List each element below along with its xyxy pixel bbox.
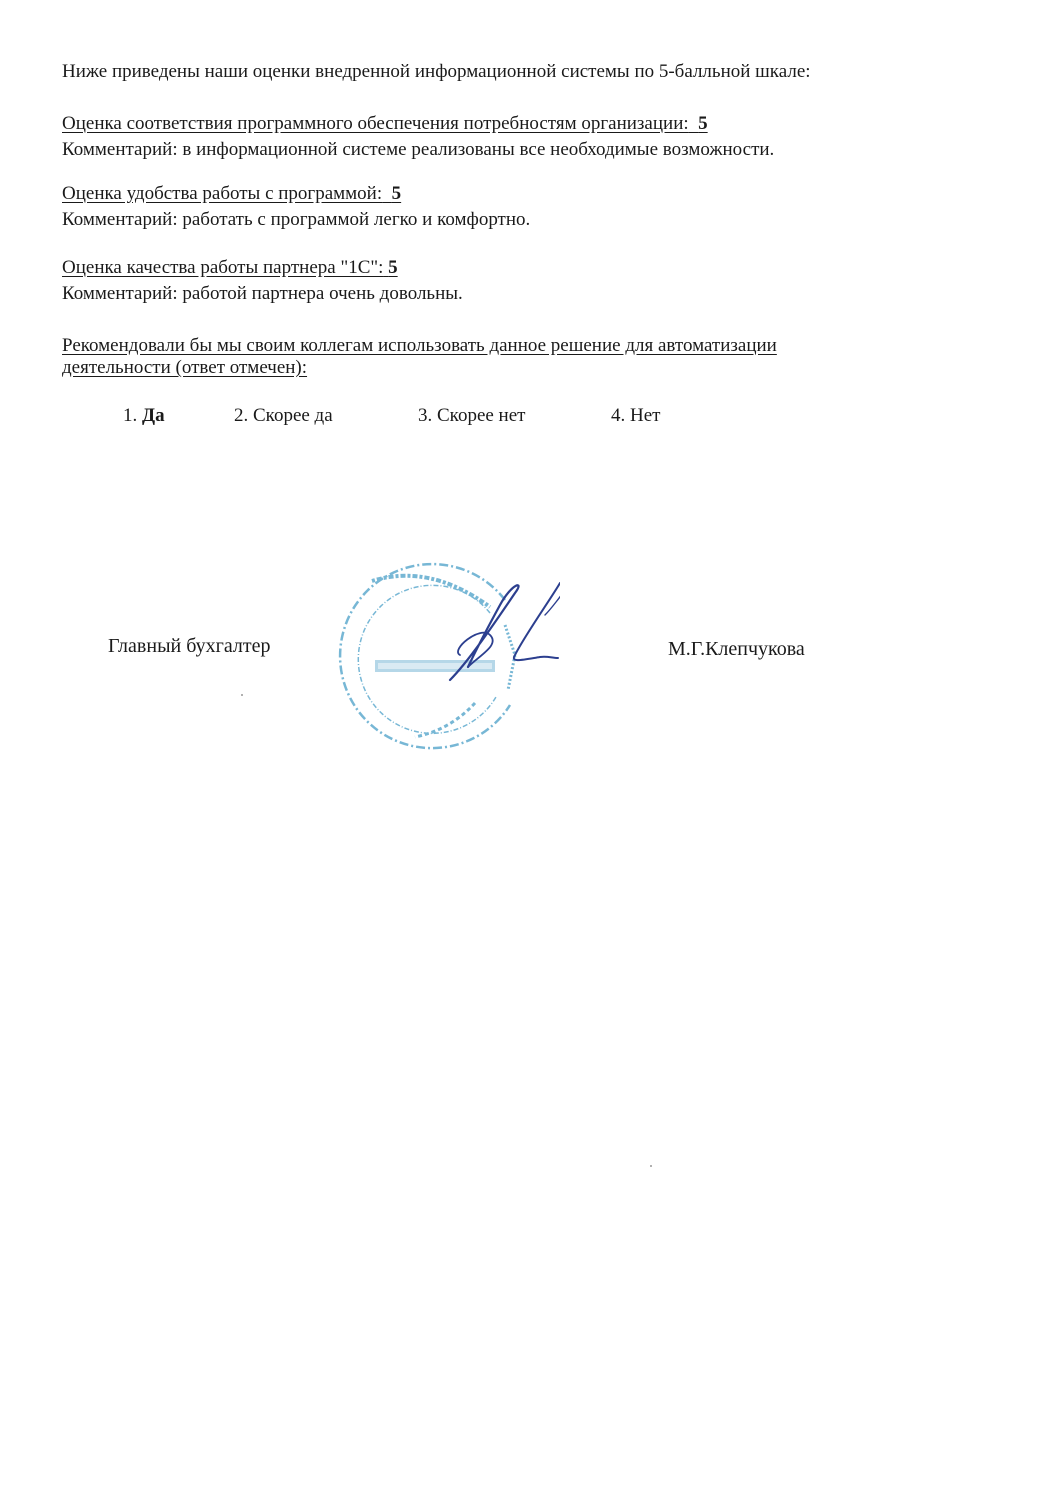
rating-3-score: 5: [388, 257, 398, 278]
rating-3-comment: Комментарий: работой партнера очень довольны.: [62, 283, 463, 304]
recommend-question-line1: Рекомендовали бы мы своим коллегам использовать данное решение для автоматизации: [62, 335, 777, 356]
stamp-and-signature: [300, 555, 560, 765]
recommend-question-line2: деятельности (ответ отмечен):: [62, 357, 308, 378]
option-4: [611, 404, 660, 428]
rating-2-score: 5: [391, 183, 402, 204]
option-2: [234, 404, 333, 428]
rating-3-line: [62, 256, 398, 280]
option-3-num: 3.: [418, 405, 433, 426]
signer-name: М.Г.Клепчукова: [668, 638, 805, 660]
option-3: [418, 404, 525, 428]
signer-role: Главный бухгалтер: [108, 635, 271, 657]
option-2-text: Скорее да: [253, 405, 333, 426]
rating-1-score: 5: [698, 113, 708, 134]
intro-text: Ниже приведены наши оценки внедренной информационной системы по 5-балльной шкале:: [62, 61, 811, 82]
rating-3-label: Оценка качества работы партнера "1С":: [62, 257, 384, 278]
round-stamp: [340, 564, 515, 748]
option-4-num: 4.: [611, 405, 626, 426]
option-2-num: 2.: [234, 405, 249, 426]
rating-1-comment: Комментарий: в информационной системе реализованы все необходимые возможности.: [62, 139, 775, 160]
scan-speck: [241, 694, 243, 696]
option-1-text: Да: [142, 405, 165, 426]
rating-1-line: [62, 112, 708, 136]
option-3-text: Скорее нет: [437, 405, 526, 426]
scan-speck: [650, 1165, 652, 1167]
option-4-text: Нет: [630, 405, 661, 426]
rating-2-label: Оценка удобства работы с программой:: [62, 183, 383, 204]
option-1: [123, 404, 165, 428]
option-1-num: 1.: [123, 405, 138, 426]
rating-2-line: [62, 182, 401, 206]
rating-1-label: Оценка соответствия программного обеспечения потребностям организации:: [62, 113, 689, 134]
rating-2-comment: Комментарий: работать с программой легко и комфортно.: [62, 209, 531, 230]
